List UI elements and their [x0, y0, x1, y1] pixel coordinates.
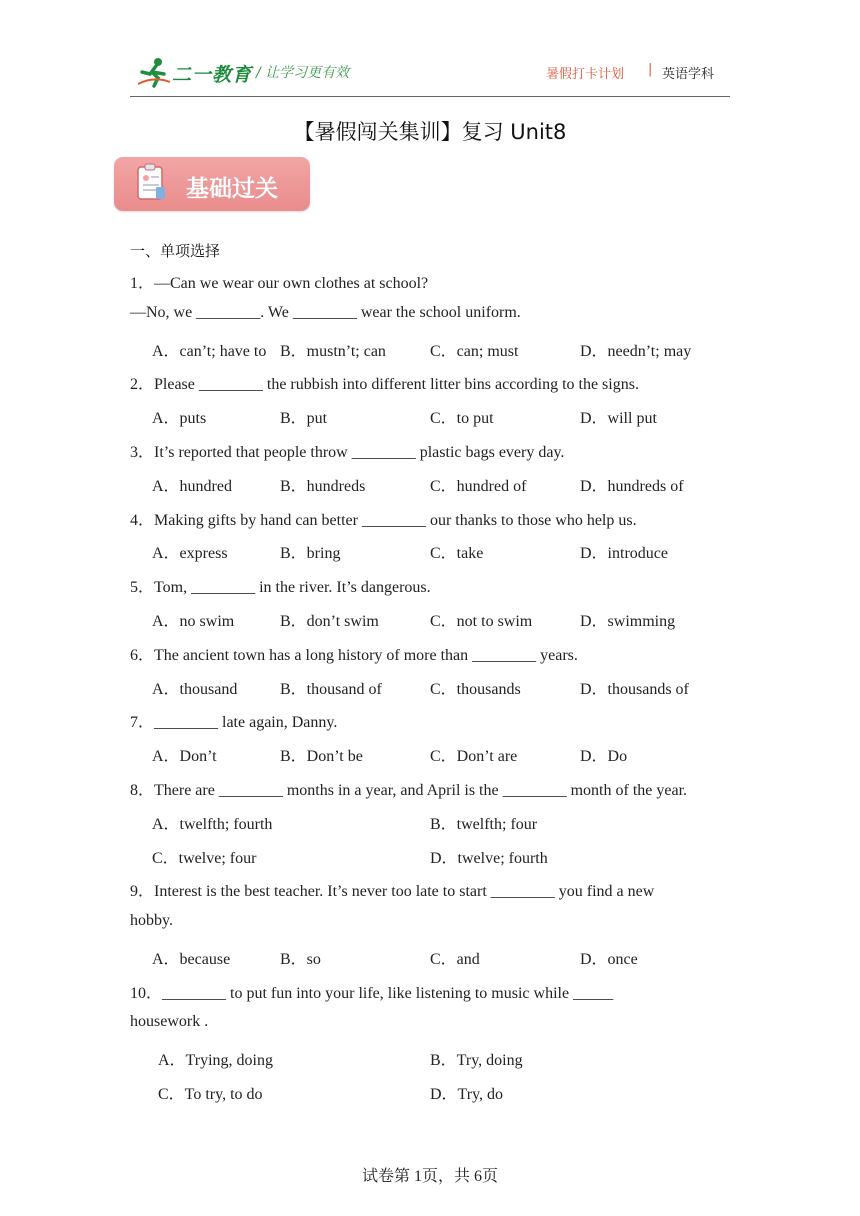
option-c: C．hundred of	[430, 478, 527, 495]
option-c: C．thousands	[430, 681, 521, 698]
header-divider	[130, 96, 730, 97]
option-d: D．swimming	[580, 613, 676, 630]
option-a: A．puts	[152, 410, 207, 427]
option-a: A．express	[152, 545, 228, 562]
option-c: C．and	[430, 951, 480, 968]
section-heading: 一、单项选择	[130, 242, 221, 260]
option-d: D．will put	[580, 410, 657, 427]
question-stem: 3．It’s reported that people throw ________ plastic bags every day.	[130, 444, 565, 461]
brand-logo-text: 二一教育	[172, 64, 253, 86]
question-stem: hobby.	[130, 912, 173, 929]
option-c: C．To try, to do	[158, 1086, 263, 1103]
option-d: D．needn’t; may	[580, 343, 692, 360]
question-stem: 1．—Can we wear our own clothes at school?	[130, 275, 429, 292]
banner-label: 基础过关	[186, 176, 278, 202]
option-b: B．thousand of	[280, 681, 382, 698]
question-stem: housework .	[130, 1013, 209, 1030]
option-d: D．thousands of	[580, 681, 689, 698]
question-stem: —No, we ________. We ________ wear the school uniform.	[130, 304, 521, 321]
question-stem: 4．Making gifts by hand can better ________ our thanks to those who help us.	[130, 512, 637, 529]
question-stem: 9．Interest is the best teacher. It’s never too late to start ________ you find a new	[130, 883, 655, 900]
option-c: C．Don’t are	[430, 748, 518, 765]
brand-slogan: / 让学习更有效	[256, 65, 350, 81]
question-stem: 10．________ to put fun into your life, like listening to music while _____	[130, 985, 614, 1002]
option-b: B．put	[280, 410, 328, 427]
header-subject-label: 英语学科	[662, 67, 715, 82]
header-separator: |	[648, 62, 653, 77]
option-c: C．take	[430, 545, 484, 562]
option-d: D．Do	[580, 748, 628, 765]
option-b: B．don’t swim	[280, 613, 379, 630]
question-stem: 7．________ late again, Danny.	[130, 714, 338, 731]
option-c: C．twelve; four	[152, 850, 257, 867]
option-b: B．twelfth; four	[430, 816, 538, 833]
option-d: D．once	[580, 951, 638, 968]
option-d: D．hundreds of	[580, 478, 684, 495]
option-a: A．because	[152, 951, 231, 968]
header-plan-label: 暑假打卡计划	[546, 67, 625, 82]
page-footer: 试卷第 1页，共 6页	[361, 1168, 498, 1185]
option-b: B．mustn’t; can	[280, 343, 386, 360]
option-a: A．twelfth; fourth	[152, 816, 273, 833]
option-b: B．bring	[280, 545, 341, 562]
option-b: B．hundreds	[280, 478, 366, 495]
option-b: B．Don’t be	[280, 748, 363, 765]
option-a: A．Trying, doing	[158, 1052, 273, 1069]
page-title: 【暑假闯关集训】复习 Unit8	[293, 120, 567, 144]
question-stem: 5．Tom, ________ in the river. It’s dangerous.	[130, 579, 431, 596]
option-d: D．introduce	[580, 545, 668, 562]
option-c: C．can; must	[430, 343, 519, 360]
question-stem: 8．There are ________ months in a year, and April is the ________ month of the year.	[130, 782, 688, 799]
option-b: B．so	[280, 951, 321, 968]
option-a: A．no swim	[152, 613, 235, 630]
option-a: A．Don’t	[152, 748, 217, 765]
clipboard-icon	[134, 163, 168, 203]
option-c: C．to put	[430, 410, 494, 427]
option-a: A．hundred	[152, 478, 232, 495]
option-b: B．Try, doing	[430, 1052, 523, 1069]
option-c: C．not to swim	[430, 613, 533, 630]
option-a: A．thousand	[152, 681, 238, 698]
question-stem: 6．The ancient town has a long history of more than ________ years.	[130, 647, 578, 664]
option-d: D．twelve; fourth	[430, 850, 548, 867]
option-d: D．Try, do	[430, 1086, 504, 1103]
question-stem: 2．Please ________ the rubbish into different litter bins according to the signs.	[130, 376, 639, 393]
option-a: A．can’t; have to	[152, 343, 267, 360]
